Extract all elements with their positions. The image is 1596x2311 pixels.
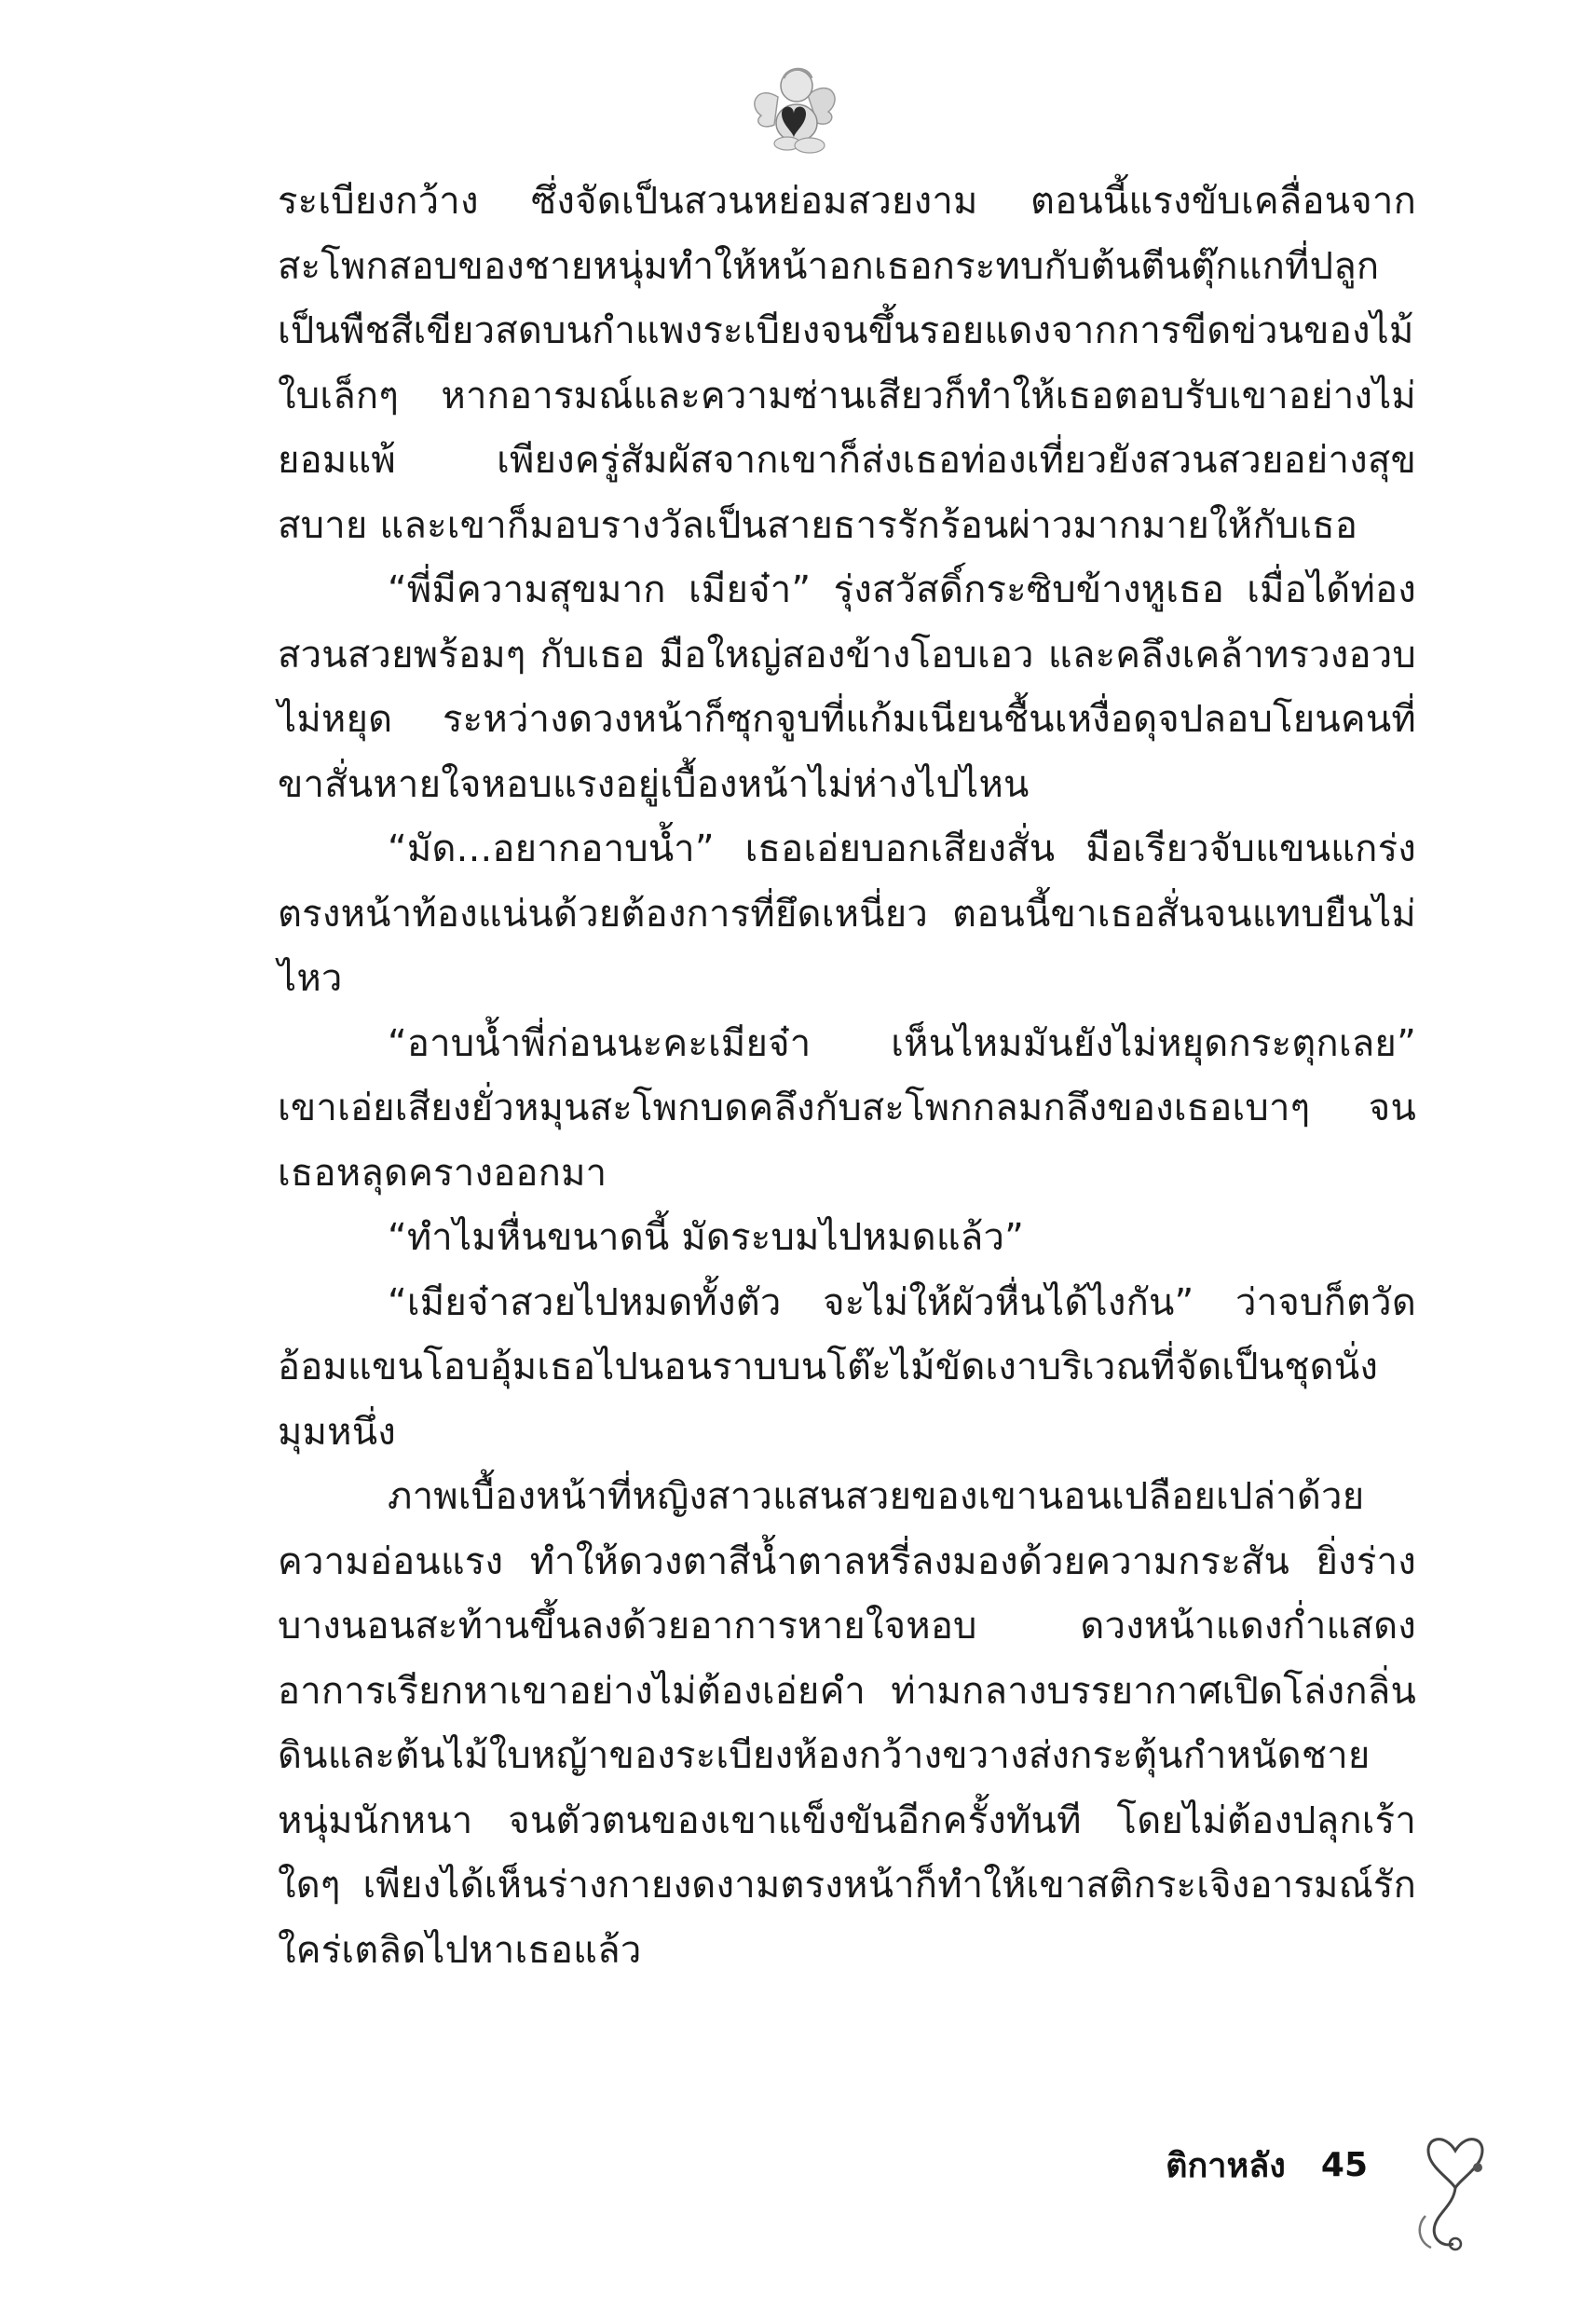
paragraph: ภาพเบื้องหน้าที่หญิงสาวแสนสวยของเขานอนเปลือยเปล่าด้วยความอ่อนแรง ทำให้ดวงตาสีน้ำตาลหรี่ลงมองด้วยความกระสัน ยิ่งร่างบางนอนสะท้านขึ้นลงด้วยอาการหายใจหอบ ดวงหน้าแดงก่ำแสดงอาการเรียกหาเขาอย่างไม่ต้องเอ่ยคำ ท่ามกลางบรรยากาศเปิดโล่งกลิ่นดินและต้นไม้ใบหญ้าของระเบียงห้องกว้างขวางส่งกระตุ้นกำหนัดชายหนุ่มนักหนา จนตัวตนของเขาแข็งขันอีกครั้งทันที โดยไม่ต้องปลุกเร้าใดๆ เพียงได้เห็นร่างกายงดงามตรงหน้าก็ทำให้เขาสติกระเจิงอารมณ์รักใคร่เตลิดไปหาเธอแล้ว [278,1475,1416,1972]
page-number: 45 [1320,2146,1368,2184]
stethoscope-heart-icon [1398,2115,1519,2255]
paragraph: “เมียจ๋าสวยไปหมดทั้งตัว จะไม่ให้ผัวหื่นได้ไงกัน” ว่าจบก็ตวัดอ้อมแขนโอบอุ้มเธอไปนอนราบบนโต๊ะไม้ขัดเงาบริเวณที่จัดเป็นชุดนั่งมุมหนึ่ง [278,1280,1416,1454]
paragraph: “พี่มีความสุขมาก เมียจ๋า” รุ่งสวัสดิ์กระซิบข้างหูเธอ เมื่อได้ท่องสวนสวยพร้อมๆ กับเธอ มือใหญ่สองข้างโอบเอว และคลึงเคล้าทรวงอวบไม่หยุด ระหว่างดวงหน้าก็ซุกจูบที่แก้มเนียนชื้นเหงื่อดุจปลอบโยนคนที่ขาสั่นหายใจหอบแรงอยู่เบื้องหน้าไม่ห่างไปไหน [278,568,1416,806]
paragraph: “มัด...อยากอาบน้ำ” เธอเอ่ยบอกเสียงสั่น มือเรียวจับแขนแกร่งตรงหน้าท้องแน่นด้วยต้องการที่ยึดเหนี่ยว ตอนนี้ขาเธอสั่นจนแทบยืนไม่ไหว [278,827,1416,1000]
paragraph: ระเบียงกว้าง ซึ่งจัดเป็นสวนหย่อมสวยงาม ตอนนี้แรงขับเคลื่อนจากสะโพกสอบของชายหนุ่มทำให้หน้าอกเธอกระทบกับต้นตีนตุ๊กแกที่ปลูกเป็นพืชสีเขียวสดบนกำแพงระเบียงจนขึ้นรอยแดงจากการขีดข่วนของไม้ใบเล็กๆ หากอารมณ์และความซ่านเสียวก็ทำให้เธอตอบรับเขาอย่างไม่ยอมแพ้ เพียงครู่สัมผัสจากเขาก็ส่งเธอท่องเที่ยวยังสวนสวยอย่างสุขสบาย และเขาก็มอบรางวัลเป็นสายธารรักร้อนผ่าวมากมายให้กับเธอ [278,180,1416,547]
paragraph: “อาบน้ำพี่ก่อนนะคะเมียจ๋า เห็นไหมมันยังไม่หยุดกระตุกเลย” เขาเอ่ยเสียงยั่วหมุนสะโพกบดคลึงกับสะโพกกลมกลึงของเธอเบาๆ จนเธอหลุดครางออกมา [278,1021,1416,1195]
cupid-heart-icon [743,58,845,160]
book-title: ติกาหลัง [1166,2147,1286,2185]
paragraph: “ทำไมหื่นขนาดนี้ มัดระบมไปหมดแล้ว” [388,1216,1025,1259]
body-text [278,170,1416,1983]
page-footer [1166,2139,1368,2192]
